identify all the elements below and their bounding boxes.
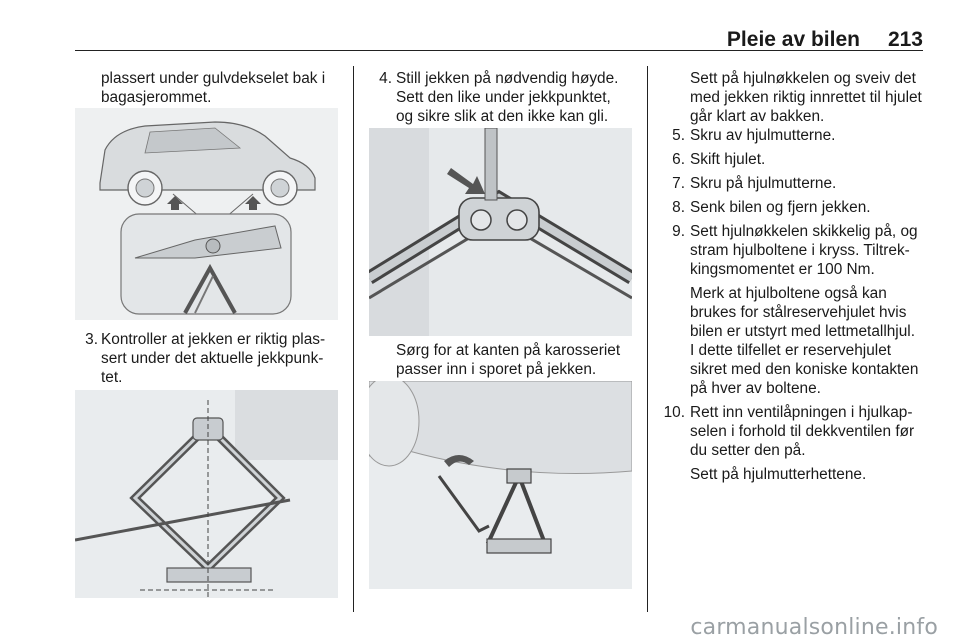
step-10-number: 10. [663, 404, 685, 421]
jack-with-crank-figure [369, 381, 632, 589]
step-7-number: 7. [672, 175, 685, 192]
step-9-line-1: Sett hjulnøkkelen skikkelig på, og [690, 223, 918, 240]
step-3-line-1: Kontroller at jekken er riktig plas- [101, 331, 326, 348]
note-line-2: passer inn i sporet på jekken. [396, 361, 597, 378]
step-8-number: 8. [672, 199, 685, 216]
col3-intro-line-1: Sett på hjulnøkkelen og sveiv det [690, 70, 916, 87]
scissor-jack-front-figure [75, 390, 338, 598]
step-3-number: 3. [85, 331, 98, 348]
jack-seat-closeup-figure [369, 128, 632, 336]
car-jack-points-figure [75, 108, 338, 320]
header-rule [75, 50, 923, 51]
step-9-note-line-2: brukes for stålreservehjulet hvis [690, 304, 907, 321]
note-line-1: Sørg for at kanten på karosseriet [396, 342, 621, 359]
step-4-number: 4. [379, 70, 392, 87]
step-10-line-2: selen i forhold til dekkventilen før [690, 423, 915, 440]
page-number: 213 [887, 28, 923, 51]
step-8-line-1: Senk bilen og fjern jekken. [690, 199, 871, 216]
step-9-note-line-6: på hver av boltene. [690, 380, 821, 397]
step-4-line-3: og sikre slik at den ikke kan gli. [396, 108, 609, 125]
step-9-line-3: kingsmomentet er 100 Nm. [690, 261, 875, 278]
step-10-line-3: du setter den på. [690, 442, 806, 459]
step-6-line-1: Skift hjulet. [690, 151, 766, 168]
step-3-line-3: tet. [101, 369, 123, 386]
step-9-note-line-1: Merk at hjulboltene også kan [690, 285, 887, 302]
step-10-note-line-1: Sett på hjulmutterhettene. [690, 466, 867, 483]
step-9-note-line-5: sikret med den koniske kontakten [690, 361, 919, 378]
step-9-note-line-3: bilen er utstyrt med lettmetallhjul. [690, 323, 915, 340]
col1-intro-line-2: bagasjerommet. [101, 89, 212, 106]
column-divider-2 [647, 66, 648, 612]
step-9-number: 9. [672, 223, 685, 240]
step-4-line-2: Sett den like under jekkpunktet, [396, 89, 611, 106]
step-3-line-2: sert under det aktuelle jekkpunk- [101, 350, 324, 367]
step-9-line-2: stram hjulboltene i kryss. Tiltrek- [690, 242, 910, 259]
step-9-note-line-4: I dette tilfellet er reservehjulet [690, 342, 892, 359]
step-4-line-1: Still jekken på nødvendig høyde. [396, 70, 619, 87]
step-7-line-1: Skru på hjulmutterne. [690, 175, 837, 192]
watermark: carmanualsonline.info [690, 615, 938, 640]
step-5-line-1: Skru av hjulmutterne. [690, 127, 836, 144]
column-divider-1 [353, 66, 354, 612]
step-6-number: 6. [672, 151, 685, 168]
col1-intro-line-1: plassert under gulvdekselet bak i [101, 70, 326, 87]
section-title: Pleie av bilen [726, 28, 860, 51]
step-10-line-1: Rett inn ventilåpningen i hjulkap- [690, 404, 913, 421]
col3-intro-line-3: går klart av bakken. [690, 108, 825, 125]
col3-intro-line-2: med jekken riktig innrettet til hjulet [690, 89, 922, 106]
step-5-number: 5. [672, 127, 685, 144]
